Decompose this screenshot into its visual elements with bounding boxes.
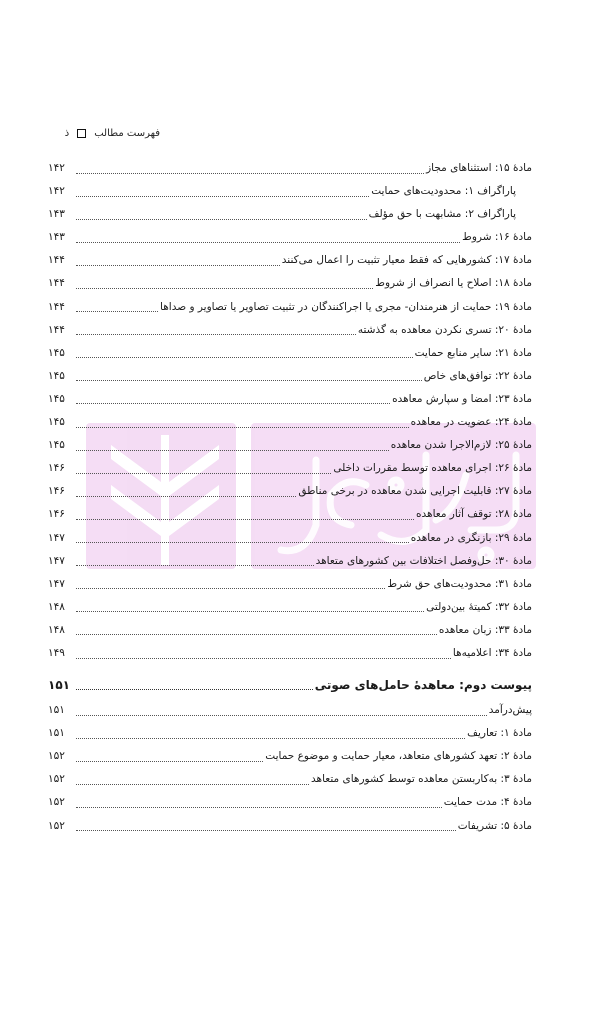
toc-entry[interactable] — [48, 745, 532, 768]
toc-entry-title: مادهٔ ۲۹: بازنگری در معاهده — [410, 531, 532, 544]
toc-entry-page: ۱۴۲ — [48, 162, 65, 174]
toc-entry-title: پاراگراف ۲: مشابهت با حق مؤلف — [368, 208, 516, 221]
dot-leader — [76, 195, 369, 197]
toc-entry[interactable] — [48, 457, 532, 480]
toc-entry-title: مادهٔ ۳۱: محدودیت‌های حق شرط — [387, 577, 532, 590]
dot-leader — [76, 287, 373, 289]
dot-leader — [76, 806, 442, 808]
toc-entry[interactable] — [48, 619, 532, 642]
toc-entry[interactable] — [48, 768, 532, 791]
toc-entry-title: مادهٔ ۱۶: شروط — [462, 231, 532, 244]
toc-entry-title: مادهٔ ۲۵: لازم‌الاجرا شدن معاهده — [390, 439, 532, 452]
toc-entry-title: پاراگراف ۱: محدودیت‌های حمایت — [371, 185, 516, 198]
toc-entry-title: مادهٔ ۱۹: حمایت از هنرمندان- مجری یا اجراکنندگان در تثبیت تصاویر یا تصاویر و صداها — [160, 300, 532, 313]
toc-entry-page: ۱۴۴ — [48, 323, 65, 336]
toc-entry[interactable] — [48, 319, 532, 342]
appendix-heading-title: پیوست دوم: معاهدهٔ حامل‌های صوتی — [314, 678, 532, 693]
toc-entry-page: ۱۴۴ — [48, 254, 65, 267]
dot-leader — [76, 449, 389, 451]
header-page-letter: ذ — [64, 128, 70, 139]
toc-entry-page: ۱۴۴ — [48, 300, 65, 313]
toc-entry-title: مادهٔ ۱۷: کشورهایی که فقط معیار تثبیت را اعمال می‌کنند — [281, 254, 532, 267]
dot-leader — [76, 610, 424, 612]
toc-entry[interactable] — [48, 272, 532, 295]
toc-entry[interactable] — [48, 550, 532, 573]
toc-entry-title: مادهٔ ۲۴: عضویت در معاهده — [410, 416, 532, 429]
toc-part-two — [48, 699, 532, 838]
toc-entry-title: مادهٔ ۵: تشریفات — [457, 819, 532, 832]
dot-leader — [76, 564, 314, 566]
appendix-heading-page: ۱۵۱ — [48, 678, 70, 693]
toc-entry-title: مادهٔ ۱۵: استثناهای مجاز — [426, 162, 532, 174]
toc-entry[interactable] — [48, 411, 532, 434]
dot-leader — [76, 688, 313, 690]
toc-entry[interactable] — [48, 226, 532, 249]
toc-entry-page: ۱۵۲ — [48, 796, 65, 809]
dot-leader — [76, 657, 451, 659]
toc-entry[interactable] — [48, 388, 532, 411]
toc-entry-page: ۱۵۲ — [48, 750, 65, 763]
toc-entry-page: ۱۴۳ — [48, 208, 65, 221]
toc-entry-title: مادهٔ ۲: تعهد کشورهای متعاهد، معیار حمایت و موضوع حمایت — [265, 750, 532, 763]
toc-entry-title: مادهٔ ۲۲: توافق‌های خاص — [423, 369, 532, 382]
toc-entry-page: ۱۴۵ — [48, 439, 65, 452]
toc-entry[interactable] — [48, 342, 532, 365]
toc-entry[interactable] — [48, 527, 532, 550]
dot-leader — [76, 333, 356, 335]
toc-entry-page: ۱۵۱ — [48, 727, 65, 740]
toc-entry-title: مادهٔ ۳: به‌کاربستن معاهده توسط کشورهای متعاهد — [311, 773, 532, 786]
toc-entry[interactable] — [48, 722, 532, 745]
dot-leader — [76, 737, 465, 739]
toc-entry[interactable] — [48, 699, 532, 722]
toc-entry-title: مادهٔ ۳۲: کمیتهٔ بین‌دولتی — [426, 600, 532, 613]
dot-leader — [76, 264, 280, 266]
toc-entry[interactable] — [48, 642, 532, 665]
toc-entry-page: ۱۴۸ — [48, 623, 65, 636]
toc-entry-page: ۱۴۸ — [48, 600, 65, 613]
dot-leader — [76, 218, 367, 220]
dot-leader — [76, 541, 409, 543]
dot-leader — [76, 310, 158, 312]
toc-entry[interactable] — [48, 296, 532, 319]
dot-leader — [76, 829, 456, 831]
toc-entry-title: مادهٔ ۲۱: سایر منابع حمایت — [414, 346, 532, 359]
dot-leader — [76, 495, 296, 497]
toc-entry[interactable] — [48, 203, 532, 226]
toc-entry[interactable] — [48, 180, 532, 203]
toc-entry-page: ۱۵۱ — [48, 704, 65, 717]
dot-leader — [76, 760, 263, 762]
dot-leader — [76, 426, 409, 428]
toc-entry-title: مادهٔ ۲۸: توقف آثار معاهده — [416, 508, 532, 521]
dot-leader — [76, 587, 385, 589]
toc-entry-title: مادهٔ ۳۰: حل‌وفصل اختلافات بین کشورهای متعاهد — [315, 554, 532, 567]
toc-entry-page: ۱۴۵ — [48, 346, 65, 359]
toc-entry[interactable] — [48, 434, 532, 457]
toc-entry-page: ۱۴۷ — [48, 554, 65, 567]
running-header — [65, 128, 160, 139]
toc-entry-page: ۱۴۵ — [48, 416, 65, 429]
toc-entry[interactable] — [48, 791, 532, 814]
header-title: فهرست مطالب — [94, 128, 160, 139]
dot-leader — [76, 172, 424, 174]
toc-entry-page: ۱۴۶ — [48, 462, 65, 475]
toc-entry-title: پیش‌درآمد — [488, 704, 532, 717]
toc-entry-page: ۱۴۳ — [48, 231, 65, 244]
square-bullet-icon — [77, 129, 86, 138]
toc-entry-page: ۱۵۲ — [48, 773, 65, 786]
dot-leader — [76, 783, 309, 785]
table-of-contents — [48, 157, 532, 838]
toc-entry-page: ۱۵۲ — [48, 819, 65, 832]
toc-entry-title: مادهٔ ۳۳: زبان معاهده — [438, 623, 532, 636]
toc-entry[interactable] — [48, 157, 532, 180]
toc-entry[interactable] — [48, 365, 532, 388]
dot-leader — [76, 518, 414, 520]
toc-entry[interactable] — [48, 815, 532, 838]
dot-leader — [76, 472, 331, 474]
toc-entry-title: مادهٔ ۳۴: اعلامیه‌ها — [452, 646, 532, 659]
toc-entry-page: ۱۴۷ — [48, 577, 65, 590]
toc-entry-page: ۱۴۹ — [48, 646, 65, 659]
dot-leader — [76, 356, 413, 358]
toc-entry-page: ۱۴۶ — [48, 508, 65, 521]
toc-part-one — [48, 157, 532, 665]
toc-entry-title: مادهٔ ۴: مدت حمایت — [443, 796, 532, 809]
toc-entry-page: ۱۴۴ — [48, 277, 65, 290]
toc-entry-page: ۱۴۷ — [48, 531, 65, 544]
toc-entry[interactable] — [48, 596, 532, 619]
dot-leader — [76, 714, 487, 716]
toc-entry-title: مادهٔ ۲۳: امضا و سپارش معاهده — [392, 392, 532, 405]
toc-entry-page: ۱۴۵ — [48, 369, 65, 382]
toc-entry-title: مادهٔ ۲۶: اجرای معاهده توسط مقررات داخلی — [333, 462, 532, 475]
dot-leader — [76, 633, 437, 635]
toc-entry-title: مادهٔ ۱: تعاریف — [467, 727, 532, 740]
toc-entry-title: مادهٔ ۲۰: تسری نکردن معاهده به گذشته — [357, 323, 532, 336]
toc-entry[interactable] — [48, 573, 532, 596]
dot-leader — [76, 241, 460, 243]
dot-leader — [76, 402, 390, 404]
toc-entry-page: ۱۴۲ — [48, 185, 65, 198]
toc-entry[interactable] — [48, 480, 532, 503]
toc-entry-title: مادهٔ ۲۷: قابلیت اجرایی شدن معاهده در برخی مناطق — [298, 485, 532, 498]
appendix-heading[interactable] — [48, 671, 532, 699]
toc-entry[interactable] — [48, 503, 532, 526]
toc-entry[interactable] — [48, 249, 532, 272]
toc-entry-title: مادهٔ ۱۸: اصلاح یا انصراف از شروط — [375, 277, 532, 290]
dot-leader — [76, 379, 422, 381]
toc-entry-page: ۱۴۵ — [48, 392, 65, 405]
toc-entry-page: ۱۴۶ — [48, 485, 65, 498]
